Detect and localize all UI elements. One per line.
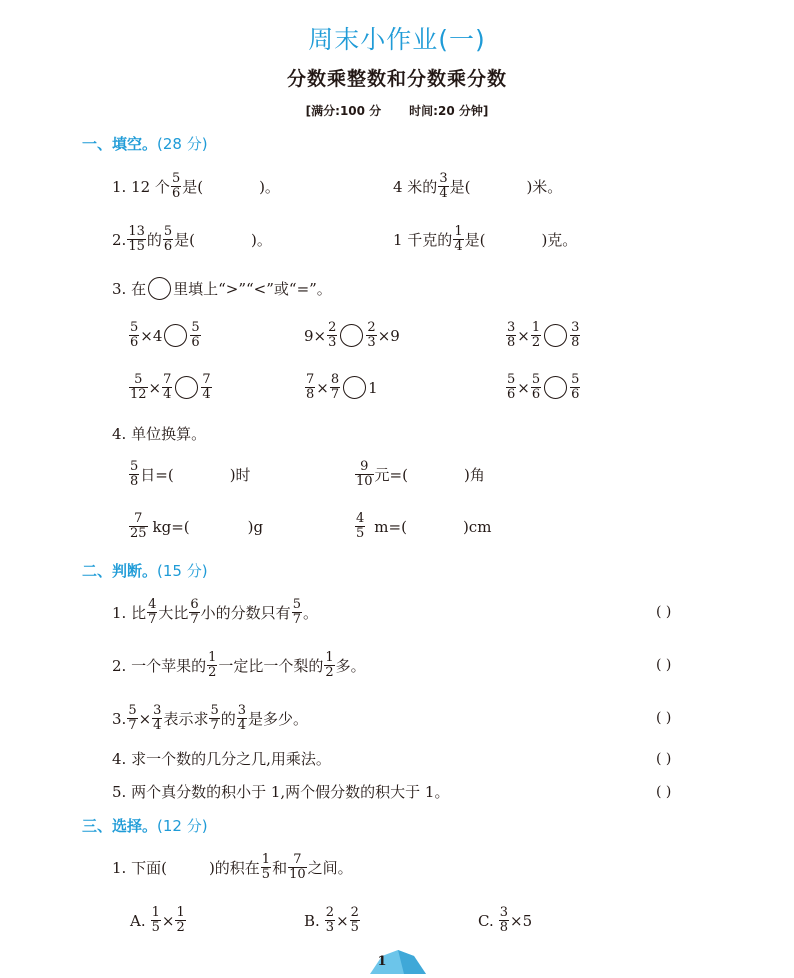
compare-4: $\frac{5}{12}$ × $\frac{7}{4}$ $\frac{7}{4}$	[130, 372, 211, 402]
compare-circle[interactable]	[164, 324, 187, 347]
compare-5: $\frac{7}{8}$ × $\frac{8}{7}$ 1	[306, 372, 378, 402]
compare-1: $\frac{5}{6}$ × 4 $\frac{5}{6}$	[130, 320, 200, 350]
page-title: 周末小作业(一)	[308, 25, 486, 54]
judge-2: 2. 一个苹果的 $\frac{1}{2}$ 一定比一个梨的 $\frac{1}{2}$ 多。	[112, 650, 366, 680]
judge-bracket[interactable]: ( )	[656, 784, 672, 800]
compare-circle[interactable]	[343, 376, 366, 399]
fill-q2a: 2. $\frac{13}{15}$ 的 $\frac{5}{6}$ 是( )。	[112, 224, 272, 254]
judge-bracket[interactable]: ( )	[656, 657, 672, 673]
compare-circle[interactable]	[148, 277, 171, 300]
judge-5: 5. 两个真分数的积小于 1,两个假分数的积大于 1。	[112, 783, 450, 801]
section-fill-heading: 一、填空。(28 分)	[82, 135, 208, 153]
compare-2: 9 × $\frac{2}{3}$ $\frac{2}{3}$ × 9	[304, 320, 400, 350]
full-score: [满分:100 分	[305, 104, 382, 118]
page-number: 1	[377, 954, 387, 969]
compare-3: $\frac{3}{8}$ × $\frac{1}{2}$ $\frac{3}{8}$	[507, 320, 580, 350]
fill-q1b: 4 米的 $\frac{3}{4}$ 是( )米。	[393, 171, 563, 201]
fraction: $\frac{5}{6}$	[163, 224, 173, 254]
judge-bracket[interactable]: ( )	[656, 751, 672, 767]
fill-q3: 3. 在 里填上“>”“<”或“=”。	[112, 277, 332, 300]
fill-q4: 4. 单位换算。	[112, 425, 207, 443]
score-time-line	[0, 102, 794, 119]
fill-q1a: 1. 12 个 $\frac{5}{6}$ 是( )。	[112, 171, 280, 201]
section-judge-heading: 二、判断。(15 分)	[82, 562, 208, 580]
fill-q2b: 1 千克的 $\frac{1}{4}$ 是( )克。	[393, 224, 578, 254]
fraction: $\frac{3}{4}$	[439, 171, 448, 201]
compare-6: $\frac{5}{6}$ × $\frac{5}{6}$ $\frac{5}{6}$	[507, 372, 580, 402]
time-limit: 时间:20 分钟]	[409, 104, 489, 118]
unit-2: $\frac{9}{10}$ 元=( )角	[356, 459, 485, 489]
judge-bracket[interactable]: ( )	[656, 604, 672, 620]
page-subtitle: 分数乘整数和分数乘分数	[286, 68, 507, 90]
option-b[interactable]: B. $\frac{2}{3}$ × $\frac{2}{5}$	[304, 905, 359, 935]
unit-1: $\frac{5}{8}$ 日=( )时	[130, 459, 251, 489]
compare-circle[interactable]	[175, 376, 198, 399]
fraction: $\frac{1}{4}$	[454, 224, 463, 254]
section-choice-heading: 三、选择。(12 分)	[82, 817, 208, 835]
option-c[interactable]: C. $\frac{3}{8}$ × 5	[478, 905, 533, 935]
judge-4: 4. 求一个数的几分之几,用乘法。	[112, 750, 331, 768]
fraction: $\frac{5}{6}$	[171, 171, 181, 201]
compare-circle[interactable]	[340, 324, 363, 347]
unit-3: $\frac{7}{25}$ kg=( )g	[130, 511, 264, 541]
compare-circle[interactable]	[544, 376, 567, 399]
choice-1: 1. 下面( )的积在 $\frac{1}{5}$ 和 $\frac{7}{10}$ 之间。	[112, 852, 353, 882]
judge-3: 3. $\frac{5}{7}$ × $\frac{3}{4}$ 表示求 $\frac{5}{7}$ 的 $\frac{3}{4}$ 是多少。	[112, 703, 309, 733]
judge-1: 1. 比 $\frac{4}{7}$ 大比 $\frac{6}{7}$ 小的分数只有 $\frac{5}{7}$ 。	[112, 597, 318, 627]
option-a[interactable]: A. $\frac{1}{5}$ × $\frac{1}{2}$	[130, 905, 185, 935]
page-number-badge	[368, 950, 428, 974]
judge-bracket[interactable]: ( )	[656, 710, 672, 726]
unit-4: $\frac{4}{5}$ m=( )cm	[356, 511, 492, 541]
compare-circle[interactable]	[544, 324, 567, 347]
fraction: $\frac{13}{15}$	[128, 224, 145, 254]
